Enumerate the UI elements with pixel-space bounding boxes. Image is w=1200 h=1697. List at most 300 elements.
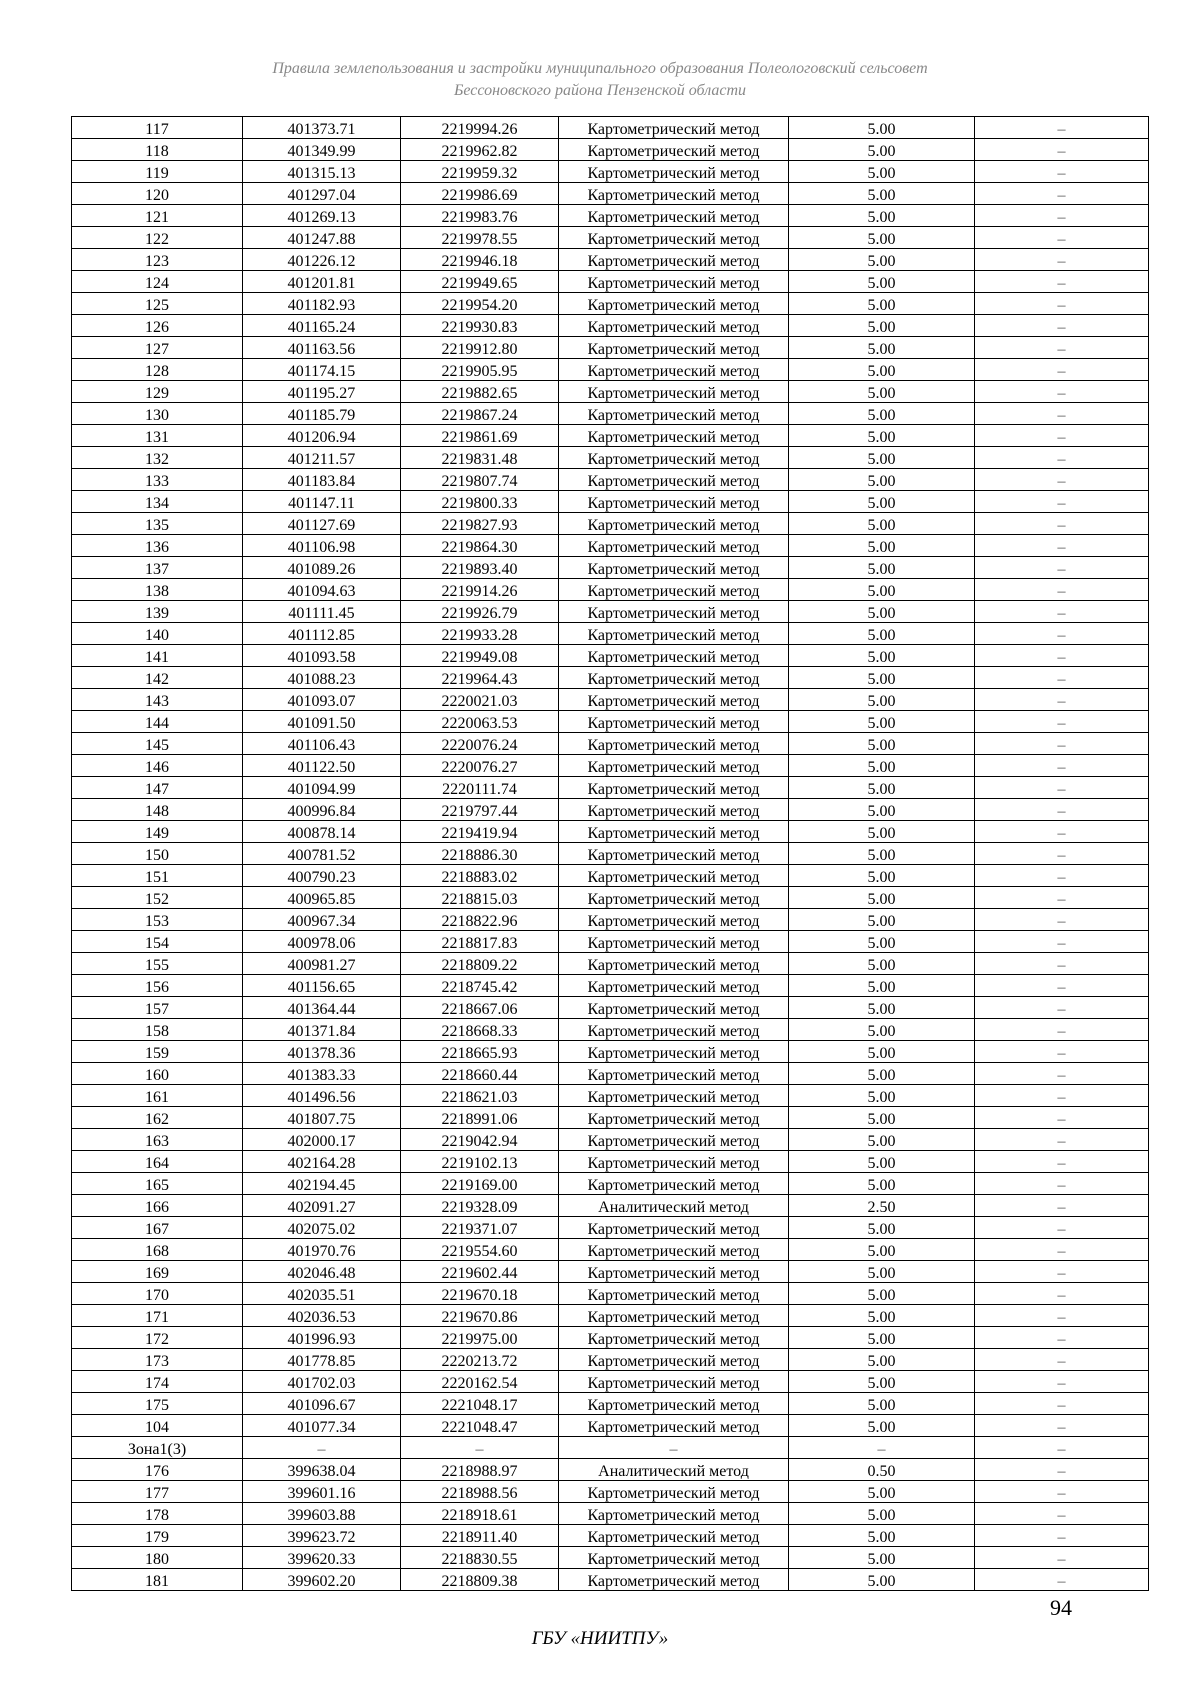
point-number-cell: 145 <box>72 733 243 755</box>
x-coordinate-cell: 400781.52 <box>243 843 401 865</box>
point-number-cell: 172 <box>72 1327 243 1349</box>
method-cell: – <box>559 1437 789 1459</box>
y-coordinate-cell: 2219800.33 <box>401 491 559 513</box>
y-coordinate-cell: 2218886.30 <box>401 843 559 865</box>
point-number-cell: 178 <box>72 1503 243 1525</box>
description-cell: – <box>975 777 1149 799</box>
description-cell: – <box>975 161 1149 183</box>
y-coordinate-cell: 2218918.61 <box>401 1503 559 1525</box>
method-cell: Картометрический метод <box>559 271 789 293</box>
description-cell: – <box>975 139 1149 161</box>
accuracy-cell: 5.00 <box>789 1371 975 1393</box>
description-cell: – <box>975 227 1149 249</box>
table-row <box>72 1217 1149 1239</box>
point-number-cell: 134 <box>72 491 243 513</box>
x-coordinate-cell: 401269.13 <box>243 205 401 227</box>
method-cell: Картометрический метод <box>559 667 789 689</box>
point-number-cell: 168 <box>72 1239 243 1261</box>
table-row <box>72 711 1149 733</box>
page-number: 94 <box>1050 1595 1072 1620</box>
accuracy-cell: 0.50 <box>789 1459 975 1481</box>
description-cell: – <box>975 997 1149 1019</box>
x-coordinate-cell: 401778.85 <box>243 1349 401 1371</box>
method-cell: Картометрический метод <box>559 1129 789 1151</box>
x-coordinate-cell: 401096.67 <box>243 1393 401 1415</box>
point-number-cell: 132 <box>72 447 243 469</box>
accuracy-cell: 5.00 <box>789 425 975 447</box>
y-coordinate-cell: 2219169.00 <box>401 1173 559 1195</box>
x-coordinate-cell: 402036.53 <box>243 1305 401 1327</box>
point-number-cell: 124 <box>72 271 243 293</box>
description-cell: – <box>975 513 1149 535</box>
table-row <box>72 1503 1149 1525</box>
table-row <box>72 953 1149 975</box>
method-cell: Картометрический метод <box>559 1283 789 1305</box>
accuracy-cell: 5.00 <box>789 161 975 183</box>
y-coordinate-cell: 2219986.69 <box>401 183 559 205</box>
table-row <box>72 271 1149 293</box>
description-cell: – <box>975 271 1149 293</box>
method-cell: Картометрический метод <box>559 117 789 139</box>
method-cell: Картометрический метод <box>559 975 789 997</box>
description-cell: – <box>975 337 1149 359</box>
method-cell: Картометрический метод <box>559 887 789 909</box>
y-coordinate-cell: 2219926.79 <box>401 601 559 623</box>
description-cell: – <box>975 469 1149 491</box>
y-coordinate-cell: 2219867.24 <box>401 403 559 425</box>
method-cell: Картометрический метод <box>559 1415 789 1437</box>
y-coordinate-cell: 2218809.22 <box>401 953 559 975</box>
description-cell: – <box>975 1195 1149 1217</box>
point-number-cell: 161 <box>72 1085 243 1107</box>
x-coordinate-cell: 399620.33 <box>243 1547 401 1569</box>
point-number-cell: 155 <box>72 953 243 975</box>
accuracy-cell: 5.00 <box>789 887 975 909</box>
description-cell: – <box>975 975 1149 997</box>
method-cell: Картометрический метод <box>559 447 789 469</box>
x-coordinate-cell: 401174.15 <box>243 359 401 381</box>
y-coordinate-cell: 2220063.53 <box>401 711 559 733</box>
x-coordinate-cell: 399602.20 <box>243 1569 401 1591</box>
point-number-cell: 181 <box>72 1569 243 1591</box>
description-cell: – <box>975 909 1149 931</box>
point-number-cell: 175 <box>72 1393 243 1415</box>
accuracy-cell: 5.00 <box>789 1349 975 1371</box>
x-coordinate-cell: 401094.63 <box>243 579 401 601</box>
method-cell: Картометрический метод <box>559 997 789 1019</box>
description-cell: – <box>975 205 1149 227</box>
y-coordinate-cell: 2219893.40 <box>401 557 559 579</box>
accuracy-cell: 5.00 <box>789 381 975 403</box>
table-row <box>72 601 1149 623</box>
x-coordinate-cell: – <box>243 1437 401 1459</box>
x-coordinate-cell: 401077.34 <box>243 1415 401 1437</box>
accuracy-cell: 5.00 <box>789 667 975 689</box>
table-row <box>72 1437 1149 1459</box>
table-row <box>72 1415 1149 1437</box>
accuracy-cell: 5.00 <box>789 1261 975 1283</box>
description-cell: – <box>975 1503 1149 1525</box>
y-coordinate-cell: 2218668.33 <box>401 1019 559 1041</box>
point-number-cell: 125 <box>72 293 243 315</box>
point-number-cell: 173 <box>72 1349 243 1371</box>
x-coordinate-cell: 401163.56 <box>243 337 401 359</box>
accuracy-cell: 5.00 <box>789 1063 975 1085</box>
method-cell: Картометрический метод <box>559 1063 789 1085</box>
y-coordinate-cell: 2220213.72 <box>401 1349 559 1371</box>
accuracy-cell: 5.00 <box>789 535 975 557</box>
y-coordinate-cell: 2219933.28 <box>401 623 559 645</box>
accuracy-cell: 5.00 <box>789 469 975 491</box>
description-cell: – <box>975 1151 1149 1173</box>
y-coordinate-cell: 2220021.03 <box>401 689 559 711</box>
table-row <box>72 975 1149 997</box>
table-row <box>72 843 1149 865</box>
accuracy-cell: 5.00 <box>789 205 975 227</box>
point-number-cell: 158 <box>72 1019 243 1041</box>
method-cell: Картометрический метод <box>559 711 789 733</box>
x-coordinate-cell: 401201.81 <box>243 271 401 293</box>
x-coordinate-cell: 402035.51 <box>243 1283 401 1305</box>
method-cell: Картометрический метод <box>559 1327 789 1349</box>
y-coordinate-cell: 2221048.17 <box>401 1393 559 1415</box>
description-cell: – <box>975 1415 1149 1437</box>
accuracy-cell: 5.00 <box>789 1305 975 1327</box>
table-row <box>72 1283 1149 1305</box>
table-row <box>72 755 1149 777</box>
method-cell: Картометрический метод <box>559 491 789 513</box>
point-number-cell: 138 <box>72 579 243 601</box>
point-number-cell: 154 <box>72 931 243 953</box>
table-row <box>72 403 1149 425</box>
point-number-cell: 165 <box>72 1173 243 1195</box>
coordinates-table-body <box>72 117 1149 1591</box>
point-number-cell: 128 <box>72 359 243 381</box>
table-row <box>72 535 1149 557</box>
point-number-cell: 139 <box>72 601 243 623</box>
method-cell: Картометрический метод <box>559 953 789 975</box>
y-coordinate-cell: 2218988.97 <box>401 1459 559 1481</box>
header-line-2: Бессоновского района Пензенской области <box>453 82 747 99</box>
accuracy-cell: 5.00 <box>789 1393 975 1415</box>
description-cell: – <box>975 953 1149 975</box>
y-coordinate-cell: 2219554.60 <box>401 1239 559 1261</box>
method-cell: Картометрический метод <box>559 1349 789 1371</box>
x-coordinate-cell: 401156.65 <box>243 975 401 997</box>
table-row <box>72 1085 1149 1107</box>
method-cell: Картометрический метод <box>559 557 789 579</box>
point-number-cell: 174 <box>72 1371 243 1393</box>
method-cell: Картометрический метод <box>559 227 789 249</box>
description-cell: – <box>975 689 1149 711</box>
accuracy-cell: 5.00 <box>789 1173 975 1195</box>
accuracy-cell: 5.00 <box>789 1129 975 1151</box>
description-cell: – <box>975 1327 1149 1349</box>
table-row <box>72 997 1149 1019</box>
header-line-1: Правила землепользования и застройки муниципального образования Полеологовский сельсовет <box>272 60 928 77</box>
point-number-cell: 130 <box>72 403 243 425</box>
description-cell: – <box>975 1393 1149 1415</box>
y-coordinate-cell: 2218822.96 <box>401 909 559 931</box>
x-coordinate-cell: 402075.02 <box>243 1217 401 1239</box>
accuracy-cell: 5.00 <box>789 1283 975 1305</box>
method-cell: Картометрический метод <box>559 139 789 161</box>
y-coordinate-cell: 2219797.44 <box>401 799 559 821</box>
method-cell: Картометрический метод <box>559 469 789 491</box>
x-coordinate-cell: 401111.45 <box>243 601 401 623</box>
x-coordinate-cell: 402000.17 <box>243 1129 401 1151</box>
method-cell: Картометрический метод <box>559 821 789 843</box>
point-number-cell: 170 <box>72 1283 243 1305</box>
y-coordinate-cell: 2219371.07 <box>401 1217 559 1239</box>
method-cell: Картометрический метод <box>559 1107 789 1129</box>
y-coordinate-cell: 2219962.82 <box>401 139 559 161</box>
x-coordinate-cell: 401371.84 <box>243 1019 401 1041</box>
point-number-cell: 127 <box>72 337 243 359</box>
point-number-cell: 167 <box>72 1217 243 1239</box>
accuracy-cell: 5.00 <box>789 997 975 1019</box>
x-coordinate-cell: 399601.16 <box>243 1481 401 1503</box>
table-row <box>72 205 1149 227</box>
method-cell: Картометрический метод <box>559 1547 789 1569</box>
table-row <box>72 579 1149 601</box>
point-number-cell: 171 <box>72 1305 243 1327</box>
y-coordinate-cell: 2218883.02 <box>401 865 559 887</box>
table-row <box>72 491 1149 513</box>
y-coordinate-cell: 2219994.26 <box>401 117 559 139</box>
x-coordinate-cell: 401247.88 <box>243 227 401 249</box>
x-coordinate-cell: 402091.27 <box>243 1195 401 1217</box>
description-cell: – <box>975 315 1149 337</box>
table-row <box>72 1305 1149 1327</box>
x-coordinate-cell: 401349.99 <box>243 139 401 161</box>
description-cell: – <box>975 711 1149 733</box>
table-row <box>72 667 1149 689</box>
method-cell: Картометрический метод <box>559 1239 789 1261</box>
y-coordinate-cell: 2218815.03 <box>401 887 559 909</box>
point-number-cell: 179 <box>72 1525 243 1547</box>
method-cell: Картометрический метод <box>559 1393 789 1415</box>
y-coordinate-cell: 2218745.42 <box>401 975 559 997</box>
table-row <box>72 1129 1149 1151</box>
table-row <box>72 821 1149 843</box>
point-number-cell: 162 <box>72 1107 243 1129</box>
x-coordinate-cell: 401106.98 <box>243 535 401 557</box>
table-row <box>72 359 1149 381</box>
accuracy-cell: 5.00 <box>789 953 975 975</box>
point-number-cell: 151 <box>72 865 243 887</box>
x-coordinate-cell: 401996.93 <box>243 1327 401 1349</box>
accuracy-cell: 5.00 <box>789 1041 975 1063</box>
point-number-cell: 135 <box>72 513 243 535</box>
table-row <box>72 733 1149 755</box>
description-cell: – <box>975 821 1149 843</box>
accuracy-cell: 5.00 <box>789 293 975 315</box>
table-row <box>72 315 1149 337</box>
accuracy-cell: 5.00 <box>789 733 975 755</box>
table-row <box>72 139 1149 161</box>
point-number-cell: 118 <box>72 139 243 161</box>
description-cell: – <box>975 1173 1149 1195</box>
description-cell: – <box>975 799 1149 821</box>
point-number-cell: 152 <box>72 887 243 909</box>
description-cell: – <box>975 1283 1149 1305</box>
point-number-cell: 126 <box>72 315 243 337</box>
x-coordinate-cell: 401807.75 <box>243 1107 401 1129</box>
x-coordinate-cell: 399623.72 <box>243 1525 401 1547</box>
method-cell: Картометрический метод <box>559 1481 789 1503</box>
accuracy-cell: 5.00 <box>789 557 975 579</box>
description-cell: – <box>975 1129 1149 1151</box>
description-cell: – <box>975 601 1149 623</box>
table-row <box>72 623 1149 645</box>
x-coordinate-cell: 400981.27 <box>243 953 401 975</box>
y-coordinate-cell: 2219905.95 <box>401 359 559 381</box>
y-coordinate-cell: 2219949.65 <box>401 271 559 293</box>
accuracy-cell: 5.00 <box>789 403 975 425</box>
table-row <box>72 1107 1149 1129</box>
accuracy-cell: 5.00 <box>789 909 975 931</box>
method-cell: Картометрический метод <box>559 1019 789 1041</box>
x-coordinate-cell: 401122.50 <box>243 755 401 777</box>
description-cell: – <box>975 623 1149 645</box>
method-cell: Картометрический метод <box>559 931 789 953</box>
y-coordinate-cell: 2218665.93 <box>401 1041 559 1063</box>
description-cell: – <box>975 381 1149 403</box>
table-row <box>72 469 1149 491</box>
x-coordinate-cell: 402164.28 <box>243 1151 401 1173</box>
y-coordinate-cell: 2219882.65 <box>401 381 559 403</box>
accuracy-cell: 5.00 <box>789 799 975 821</box>
description-cell: – <box>975 1261 1149 1283</box>
description-cell: – <box>975 1371 1149 1393</box>
point-number-cell: 133 <box>72 469 243 491</box>
x-coordinate-cell: 401373.71 <box>243 117 401 139</box>
method-cell: Картометрический метод <box>559 1217 789 1239</box>
description-cell: – <box>975 535 1149 557</box>
y-coordinate-cell: 2219831.48 <box>401 447 559 469</box>
table-row <box>72 1041 1149 1063</box>
point-number-cell: 140 <box>72 623 243 645</box>
accuracy-cell: 5.00 <box>789 1217 975 1239</box>
description-cell: – <box>975 1459 1149 1481</box>
description-cell: – <box>975 183 1149 205</box>
description-cell: – <box>975 359 1149 381</box>
method-cell: Картометрический метод <box>559 205 789 227</box>
accuracy-cell: 5.00 <box>789 579 975 601</box>
accuracy-cell: 5.00 <box>789 821 975 843</box>
accuracy-cell: 5.00 <box>789 117 975 139</box>
point-number-cell: Зона1(3) <box>72 1437 243 1459</box>
table-row <box>72 1173 1149 1195</box>
accuracy-cell: 5.00 <box>789 1239 975 1261</box>
x-coordinate-cell: 400967.34 <box>243 909 401 931</box>
y-coordinate-cell: 2219864.30 <box>401 535 559 557</box>
table-row <box>72 249 1149 271</box>
table-row <box>72 557 1149 579</box>
point-number-cell: 129 <box>72 381 243 403</box>
table-row <box>72 777 1149 799</box>
y-coordinate-cell: 2219102.13 <box>401 1151 559 1173</box>
table-row <box>72 909 1149 931</box>
accuracy-cell: 5.00 <box>789 645 975 667</box>
accuracy-cell: 5.00 <box>789 1481 975 1503</box>
description-cell: – <box>975 667 1149 689</box>
y-coordinate-cell: 2219042.94 <box>401 1129 559 1151</box>
x-coordinate-cell: 402046.48 <box>243 1261 401 1283</box>
method-cell: Картометрический метод <box>559 359 789 381</box>
accuracy-cell: 5.00 <box>789 1151 975 1173</box>
y-coordinate-cell: 2219827.93 <box>401 513 559 535</box>
x-coordinate-cell: 401094.99 <box>243 777 401 799</box>
y-coordinate-cell: 2219328.09 <box>401 1195 559 1217</box>
y-coordinate-cell: 2219930.83 <box>401 315 559 337</box>
y-coordinate-cell: 2218809.38 <box>401 1569 559 1591</box>
y-coordinate-cell: 2220111.74 <box>401 777 559 799</box>
y-coordinate-cell: 2219983.76 <box>401 205 559 227</box>
description-cell: – <box>975 293 1149 315</box>
point-number-cell: 159 <box>72 1041 243 1063</box>
description-cell: – <box>975 447 1149 469</box>
point-number-cell: 156 <box>72 975 243 997</box>
table-row <box>72 645 1149 667</box>
method-cell: Картометрический метод <box>559 645 789 667</box>
y-coordinate-cell: 2221048.47 <box>401 1415 559 1437</box>
method-cell: Картометрический метод <box>559 161 789 183</box>
method-cell: Картометрический метод <box>559 689 789 711</box>
y-coordinate-cell: 2220162.54 <box>401 1371 559 1393</box>
method-cell: Картометрический метод <box>559 183 789 205</box>
point-number-cell: 131 <box>72 425 243 447</box>
y-coordinate-cell: 2219975.00 <box>401 1327 559 1349</box>
table-row <box>72 931 1149 953</box>
point-number-cell: 142 <box>72 667 243 689</box>
accuracy-cell: 5.00 <box>789 315 975 337</box>
table-row <box>72 1371 1149 1393</box>
x-coordinate-cell: 401206.94 <box>243 425 401 447</box>
x-coordinate-cell: 401088.23 <box>243 667 401 689</box>
accuracy-cell: 5.00 <box>789 601 975 623</box>
point-number-cell: 146 <box>72 755 243 777</box>
point-number-cell: 104 <box>72 1415 243 1437</box>
table-row <box>72 425 1149 447</box>
y-coordinate-cell: 2220076.24 <box>401 733 559 755</box>
x-coordinate-cell: 401147.11 <box>243 491 401 513</box>
description-cell: – <box>975 249 1149 271</box>
point-number-cell: 150 <box>72 843 243 865</box>
table-row <box>72 1327 1149 1349</box>
point-number-cell: 143 <box>72 689 243 711</box>
point-number-cell: 177 <box>72 1481 243 1503</box>
y-coordinate-cell: 2219964.43 <box>401 667 559 689</box>
accuracy-cell: 5.00 <box>789 931 975 953</box>
y-coordinate-cell: 2219978.55 <box>401 227 559 249</box>
table-row <box>72 865 1149 887</box>
y-coordinate-cell: 2218991.06 <box>401 1107 559 1129</box>
method-cell: Картометрический метод <box>559 777 789 799</box>
table-row <box>72 381 1149 403</box>
description-cell: – <box>975 1481 1149 1503</box>
method-cell: Картометрический метод <box>559 1503 789 1525</box>
method-cell: Картометрический метод <box>559 601 789 623</box>
point-number-cell: 157 <box>72 997 243 1019</box>
method-cell: Картометрический метод <box>559 337 789 359</box>
table-row <box>72 337 1149 359</box>
x-coordinate-cell: 401195.27 <box>243 381 401 403</box>
method-cell: Картометрический метод <box>559 403 789 425</box>
point-number-cell: 141 <box>72 645 243 667</box>
method-cell: Картометрический метод <box>559 733 789 755</box>
